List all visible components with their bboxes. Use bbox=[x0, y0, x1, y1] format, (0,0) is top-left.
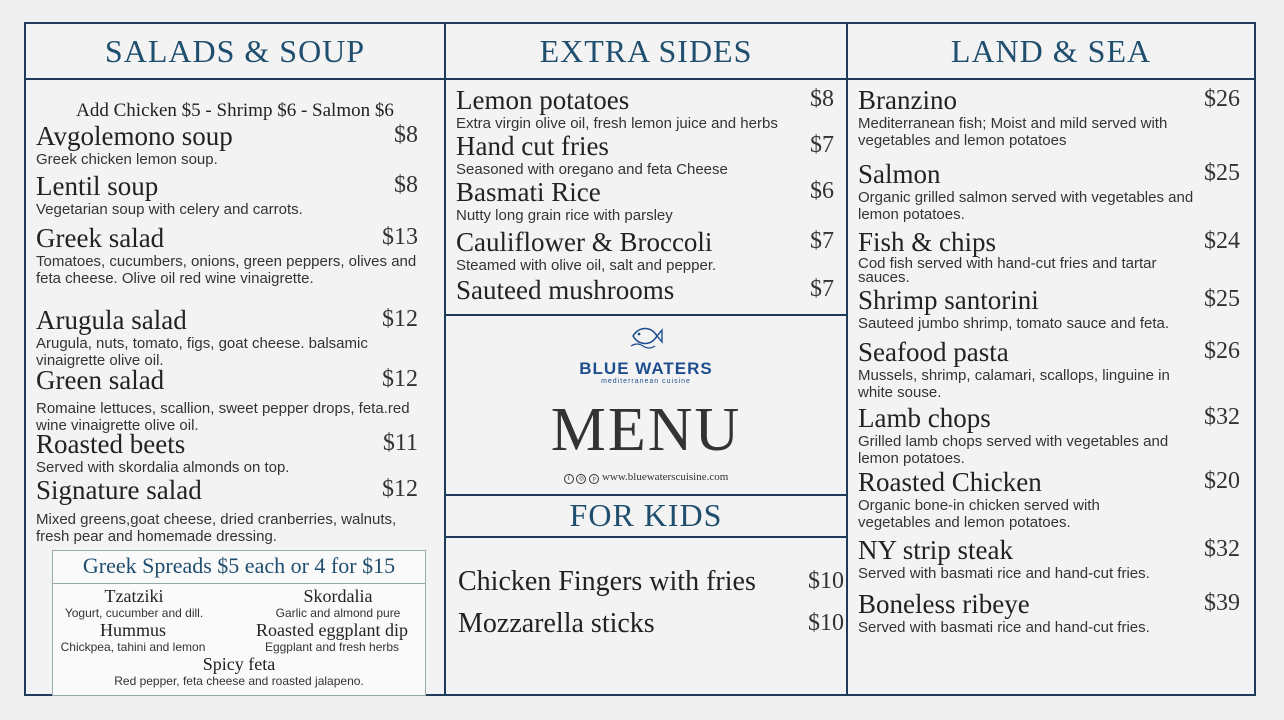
item-price: $12 bbox=[382, 366, 418, 392]
item-price: $7 bbox=[810, 228, 834, 254]
item-name: Lamb chops bbox=[858, 403, 991, 433]
item-name: Arugula salad bbox=[36, 305, 187, 335]
item-desc: Tomatoes, cucumbers, onions, green peppers, olives and feta cheese. Olive oil red wine vinaigrette. bbox=[36, 253, 417, 287]
item-price: $12 bbox=[382, 476, 418, 502]
item-desc: Served with basmati rice and hand-cut fries. bbox=[858, 619, 1150, 636]
item-desc: Arugula, nuts, tomato, figs, goat cheese. balsamic vinaigrette olive oil. bbox=[36, 335, 368, 369]
spread-desc: Yogurt, cucumber and dill. bbox=[64, 606, 204, 620]
menu-item bbox=[858, 86, 1240, 149]
item-name: Shrimp santorini bbox=[858, 285, 1039, 315]
item-desc: Steamed with olive oil, salt and pepper. bbox=[456, 257, 717, 274]
item-desc: Cod fish served with hand-cut fries and tartar sauces. bbox=[858, 255, 1157, 286]
sides-heading: EXTRA SIDES bbox=[446, 24, 846, 80]
spread-item bbox=[253, 587, 423, 620]
item-price: $12 bbox=[382, 306, 418, 332]
website-link[interactable]: www.bluewaterscuisine.com bbox=[601, 471, 729, 483]
spread-desc: Garlic and almond pure bbox=[275, 606, 401, 620]
item-name: Green salad bbox=[36, 365, 165, 395]
menu-item bbox=[858, 536, 1240, 582]
item-name: Signature salad bbox=[36, 475, 202, 505]
item-price: $24 bbox=[1204, 228, 1240, 254]
item-name: Avgolemono soup bbox=[36, 121, 233, 151]
spread-name: Roasted eggplant dip bbox=[256, 620, 408, 640]
spread-item bbox=[59, 587, 209, 620]
item-name: Mozzarella sticks bbox=[458, 608, 655, 639]
item-name: Roasted Chicken bbox=[858, 467, 1042, 497]
menu-item bbox=[36, 476, 420, 545]
item-name: Seafood pasta bbox=[858, 337, 1009, 367]
item-desc: Greek chicken lemon soup. bbox=[36, 151, 218, 168]
logo-block bbox=[446, 314, 846, 496]
item-name: Fish & chips bbox=[858, 227, 997, 257]
menu-item bbox=[458, 610, 844, 638]
item-price: $39 bbox=[1204, 590, 1240, 616]
spreads-title: Greek Spreads $5 each or 4 for $15 bbox=[53, 551, 425, 584]
item-price: $32 bbox=[1204, 536, 1240, 562]
item-price: $11 bbox=[382, 430, 418, 456]
item-name: Lentil soup bbox=[36, 171, 159, 201]
spread-item bbox=[239, 621, 425, 654]
menu-item bbox=[456, 132, 836, 178]
item-desc: Mussels, shrimp, calamari, scallops, linguine in white souse. bbox=[858, 367, 1170, 401]
item-price: $8 bbox=[394, 122, 418, 148]
spread-desc: Chickpea, tahini and lemon bbox=[60, 640, 206, 654]
item-name: Basmati Rice bbox=[456, 177, 601, 207]
item-desc: Mediterranean fish; Moist and mild served with vegetables and lemon potatoes bbox=[858, 115, 1168, 149]
item-name: Boneless ribeye bbox=[858, 589, 1030, 619]
salads-heading: SALADS & SOUP bbox=[26, 24, 444, 80]
menu-item bbox=[858, 160, 1240, 223]
spread-name: Skordalia bbox=[303, 586, 373, 606]
item-price: $13 bbox=[382, 224, 418, 250]
menu-item bbox=[458, 568, 844, 596]
instagram-icon[interactable]: ◎ bbox=[576, 474, 586, 484]
land-sea-heading: LAND & SEA bbox=[848, 24, 1254, 80]
menu-item bbox=[36, 366, 420, 434]
menu-item bbox=[858, 228, 1240, 285]
item-price: $26 bbox=[1204, 338, 1240, 364]
item-price: $32 bbox=[1204, 404, 1240, 430]
menu-item bbox=[36, 224, 420, 287]
item-desc: Seasoned with oregano and feta Cheese bbox=[456, 161, 728, 178]
facebook-icon[interactable]: f bbox=[564, 474, 574, 484]
item-desc: Romaine lettuces, scallion, sweet pepper drops, feta.red wine vinaigrette olive oil. bbox=[36, 400, 410, 434]
item-price: $25 bbox=[1204, 160, 1240, 186]
item-name: Salmon bbox=[858, 159, 941, 189]
item-price: $26 bbox=[1204, 86, 1240, 112]
brand-name: BLUE WATERS bbox=[579, 359, 713, 378]
kids-heading: FOR KIDS bbox=[446, 494, 846, 538]
add-protein-note: Add Chicken $5 - Shrimp $6 - Salmon $6 bbox=[76, 100, 394, 121]
menu-item bbox=[858, 286, 1240, 332]
menu-board bbox=[24, 22, 1256, 696]
menu-item bbox=[858, 404, 1240, 467]
fish-icon bbox=[629, 322, 663, 350]
item-desc: Extra virgin olive oil, fresh lemon juice and herbs bbox=[456, 115, 778, 132]
item-price: $7 bbox=[810, 132, 834, 158]
menu-item bbox=[456, 178, 836, 224]
menu-item bbox=[456, 86, 836, 132]
menu-item bbox=[36, 172, 434, 218]
menu-item bbox=[456, 228, 836, 274]
spread-item bbox=[53, 655, 425, 688]
item-price: $20 bbox=[1204, 468, 1240, 494]
menu-item bbox=[858, 468, 1240, 531]
sides-column bbox=[446, 24, 848, 694]
pinterest-icon[interactable]: p bbox=[589, 474, 599, 484]
menu-title: MENU bbox=[550, 396, 742, 464]
item-name: Sauteed mushrooms bbox=[456, 275, 675, 305]
salads-column bbox=[26, 24, 446, 694]
menu-item bbox=[36, 306, 420, 369]
item-desc: Served with skordalia almonds on top. bbox=[36, 459, 290, 476]
item-price: $10 bbox=[808, 610, 844, 636]
item-desc: Nutty long grain rice with parsley bbox=[456, 207, 673, 224]
item-name: Cauliflower & Broccoli bbox=[456, 227, 713, 257]
item-price: $10 bbox=[808, 568, 844, 594]
item-name: Branzino bbox=[858, 85, 957, 115]
menu-item bbox=[456, 276, 836, 304]
item-name: NY strip steak bbox=[858, 535, 1013, 565]
item-desc: Served with basmati rice and hand-cut fries. bbox=[858, 565, 1150, 582]
item-desc: Vegetarian soup with celery and carrots. bbox=[36, 201, 303, 218]
item-desc: Organic grilled salmon served with vegetables and lemon potatoes. bbox=[858, 189, 1194, 223]
item-name: Chicken Fingers with fries bbox=[458, 566, 756, 597]
menu-item bbox=[36, 122, 434, 168]
spread-desc: Eggplant and fresh herbs bbox=[264, 640, 400, 654]
item-price: $8 bbox=[394, 172, 418, 198]
spread-name: Spicy feta bbox=[202, 654, 276, 674]
spread-item bbox=[53, 621, 213, 654]
item-name: Hand cut fries bbox=[456, 131, 609, 161]
item-price: $6 bbox=[810, 178, 834, 204]
item-desc: Mixed greens,goat cheese, dried cranberries, walnuts, fresh pear and homemade dressing. bbox=[36, 511, 397, 545]
item-price: $7 bbox=[810, 276, 834, 302]
menu-item bbox=[858, 590, 1240, 636]
menu-item bbox=[858, 338, 1240, 401]
spread-desc: Red pepper, feta cheese and roasted jalapeno. bbox=[114, 674, 364, 688]
brand-tagline: mediterranean cuisine bbox=[601, 378, 691, 385]
item-price: $25 bbox=[1204, 286, 1240, 312]
spread-name: Hummus bbox=[99, 620, 166, 640]
greek-spreads-box bbox=[52, 550, 426, 696]
item-name: Lemon potatoes bbox=[456, 85, 630, 115]
item-price: $8 bbox=[810, 86, 834, 112]
land-sea-column bbox=[848, 24, 1254, 694]
item-desc: Grilled lamb chops served with vegetables and lemon potatoes. bbox=[858, 433, 1169, 467]
website-line bbox=[446, 471, 846, 484]
item-name: Greek salad bbox=[36, 223, 165, 253]
menu-item bbox=[36, 430, 434, 476]
item-desc: Organic bone-in chicken served with vegetables and lemon potatoes. bbox=[858, 497, 1100, 531]
item-name: Roasted beets bbox=[36, 429, 186, 459]
spread-name: Tzatziki bbox=[104, 586, 164, 606]
item-desc: Sauteed jumbo shrimp, tomato sauce and feta. bbox=[858, 315, 1170, 332]
